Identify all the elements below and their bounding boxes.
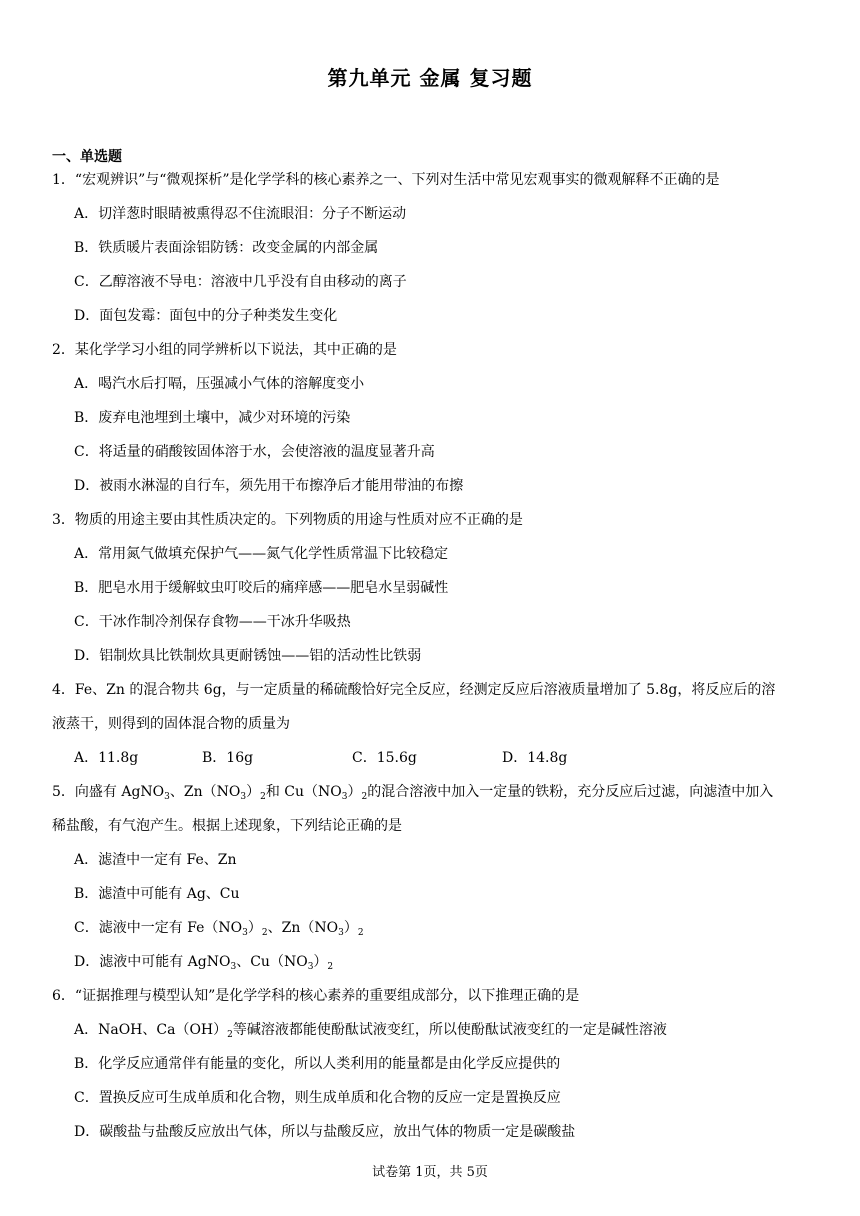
- option-a: A．喝汽水后打嗝，压强减小气体的溶解度变小: [74, 376, 365, 392]
- question-3: [52, 510, 812, 666]
- question-stem: 3．物质的用途主要由其性质决定的。下列物质的用途与性质对应不正确的是: [52, 512, 523, 528]
- option-c: C．将适量的硝酸铵固体溶于水，会使溶液的温度显著升高: [74, 444, 435, 460]
- page-title: 第九单元 金属 复习题: [327, 66, 533, 90]
- option-a: A．切洋葱时眼睛被熏得忍不住流眼泪：分子不断运动: [74, 206, 407, 222]
- option-d: D．面包发霉：面包中的分子种类发生变化: [74, 308, 338, 324]
- question-stem-line-2: 液蒸干，则得到的固体混合物的质量为: [52, 716, 290, 732]
- subscript: 2: [227, 1030, 233, 1040]
- option-text: C．滤液中一定有 Fe（NO: [74, 920, 243, 936]
- question-stem-line-1: 4．Fe、Zn 的混合物共 6g，与一定质量的稀硫酸恰好完全反应，经测定反应后溶液质量增加了 5.8g，将反应后的溶: [52, 682, 776, 698]
- question-2: [52, 340, 812, 496]
- option-text: 等碱溶液都能使酚酞试液变红，所以使酚酞试液变红的一定是碱性溶液: [232, 1022, 667, 1038]
- question-5: [52, 782, 812, 972]
- option-b: B．废弃电池埋到土壤中，减少对环境的污染: [74, 410, 351, 426]
- subscript: 2: [260, 792, 266, 802]
- question-list: [52, 170, 812, 1156]
- option-d: D．被雨水淋湿的自行车，须先用干布擦净后才能用带油的布擦: [74, 478, 464, 494]
- question-stem-line-1: [52, 782, 812, 802]
- option-text: ）: [247, 920, 262, 936]
- option-text: 、Zn（NO: [267, 920, 339, 936]
- subscript: 3: [164, 792, 170, 802]
- subscript: 2: [261, 928, 268, 938]
- option-b: B．滤渣中可能有 Ag、Cu: [74, 886, 240, 902]
- option-a: A．滤渣中一定有 Fe、Zn: [74, 852, 237, 868]
- question-1: [52, 170, 812, 326]
- option-c: C．置换反应可生成单质和化合物，则生成单质和化合物的反应一定是置换反应: [74, 1090, 561, 1106]
- option-c: C．乙醇溶液不导电：溶液中几乎没有自由移动的离子: [74, 274, 407, 290]
- option-c: C．干冰作制冷剂保存食物——干冰升华吸热: [74, 614, 351, 630]
- option-text: D．滤液中可能有 AgNO: [74, 954, 231, 970]
- option-c: C．15.6g: [352, 750, 417, 766]
- option-d: D．14.8g: [502, 750, 568, 766]
- option-b: B．肥皂水用于缓解蚊虫叮咬后的痛痒感——肥皂水呈弱碱性: [74, 580, 449, 596]
- option-d: D．碳酸盐与盐酸反应放出气体，所以与盐酸反应，放出气体的物质一定是碳酸盐: [74, 1124, 576, 1140]
- subscript: 2: [327, 962, 334, 972]
- question-4: [52, 680, 812, 768]
- subscript: 3: [242, 928, 248, 938]
- subscript: 3: [230, 962, 237, 972]
- option-text: 、Cu（NO: [236, 954, 308, 970]
- subscript: 2: [357, 928, 364, 938]
- option-a: A．11.8g: [74, 750, 139, 766]
- subscript: 3: [240, 792, 247, 802]
- question-stem-line-2: 稀盐酸，有气泡产生。根据上述现象，下列结论正确的是: [52, 818, 402, 834]
- question-stem: 1．“宏观辨识”与“微观探析”是化学学科的核心素养之一、下列对生活中常见宏观事实的微观解释不正确的是: [52, 172, 720, 188]
- stem-text: 和 Cu（NO: [265, 784, 342, 800]
- subscript: 3: [341, 792, 348, 802]
- option-a: A．常用氮气做填充保护气——氮气化学性质常温下比较稳定: [74, 546, 449, 562]
- stem-text: 5．向盛有 AgNO: [52, 784, 165, 800]
- subscript: 3: [338, 928, 344, 938]
- question-stem: 6．“证据推理与模型认知”是化学学科的核心素养的重要组成部分，以下推理正确的是: [52, 988, 580, 1004]
- option-text: A．NaOH、Ca（OH）: [74, 1022, 228, 1038]
- option-d: D．铝制炊具比铁制炊具更耐锈蚀——铝的活动性比铁弱: [74, 648, 422, 664]
- option-d: [74, 952, 812, 972]
- question-stem: 2．某化学学习小组的同学辨析以下说法，其中正确的是: [52, 342, 397, 358]
- option-text: ）: [313, 954, 328, 970]
- option-c: [74, 918, 812, 938]
- subscript: 3: [307, 962, 314, 972]
- option-b: B．化学反应通常伴有能量的变化，所以人类利用的能量都是由化学反应提供的: [74, 1056, 561, 1072]
- stem-text: 的混合溶液中加入一定量的铁粉，充分反应后过滤，向滤渣中加入: [367, 784, 774, 800]
- option-b: B．16g: [202, 750, 254, 766]
- option-a: [74, 1020, 812, 1040]
- option-row: [74, 748, 812, 768]
- option-b: B．铁质暖片表面涂铝防锈：改变金属的内部金属: [74, 240, 379, 256]
- question-6: [52, 986, 812, 1142]
- subscript: 2: [361, 792, 368, 802]
- page-footer: 试卷第 1页，共 5页: [372, 1165, 488, 1180]
- stem-text: ）: [347, 784, 362, 800]
- stem-text: 、Zn（NO: [169, 784, 241, 800]
- stem-text: ）: [246, 784, 261, 800]
- section-heading: 一、单选题: [52, 149, 122, 165]
- option-text: ）: [343, 920, 358, 936]
